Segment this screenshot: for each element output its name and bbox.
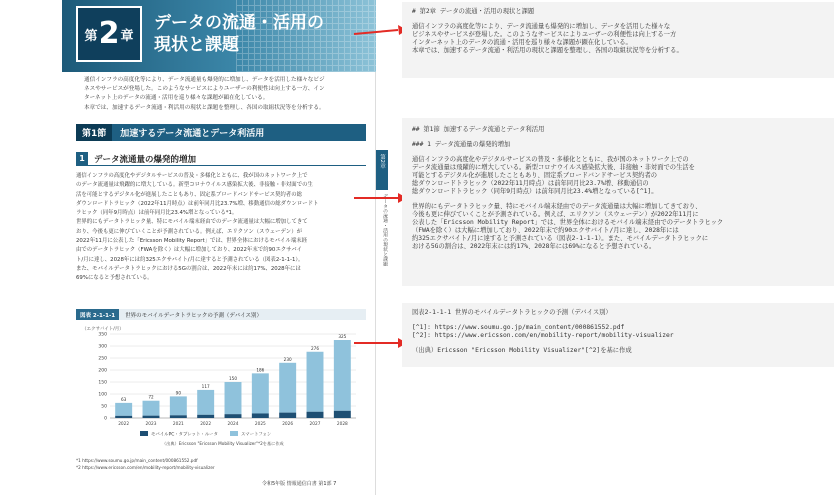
x-tick-label: 2023 [145, 422, 157, 427]
body-line: ト/月に達し、2028年には約325エクサバイト/月に達すると予測されている（図表2-1-1-1）。 [76, 256, 304, 263]
bar-pc-tablet [307, 412, 324, 418]
md-heading-chapter: # 第2章 データの流通・活用の現状と課題 [412, 8, 535, 15]
x-tick-label: 2028 [336, 422, 348, 427]
section-header [76, 124, 366, 141]
bar-pc-tablet [334, 411, 351, 418]
chapter-title-line2: 現状と課題 [154, 35, 239, 55]
data-label: 325 [338, 334, 347, 339]
intro-line: ネスやサービスが登場した。このようなサービスによりユーザーの利便性は向上する一方、イン [84, 86, 325, 93]
md-heading-section: ## 第1節 加速するデータ流通とデータ利活用 [412, 126, 545, 133]
body-line: 通信インフラの高度化やデジタルサービスの普及・多様化とともに、我が国のネットワーク上で [76, 173, 308, 179]
chapter-intro [84, 76, 370, 113]
md-line: おける5Gの割合は、2022年末には約17%、2028年には69%になると予想されている。 [412, 243, 656, 250]
data-label: 63 [120, 396, 127, 402]
bar-chart [76, 320, 366, 450]
data-label: 90 [175, 390, 182, 396]
x-tick-label: 2022 [200, 422, 212, 427]
page-footer: 令和5年版 情報通信白書 第1部 7 [262, 481, 337, 487]
bar-smartphone [197, 390, 214, 415]
legend-label: スマートフォン [241, 432, 272, 438]
subsection-number: 1 [76, 152, 88, 166]
section-title: 加速するデータ流通とデータ利活用 [120, 129, 265, 139]
md-line: （FWAを除く）は大幅に増加しており、2022年末で約90エクサバイト/月に達し、2028年には [412, 227, 679, 234]
md-line: 総ダウンロードトラヒック（同年9月時点）は前年同月比23.4%増となっている[^1]。 [412, 188, 658, 195]
bar-smartphone [143, 401, 160, 416]
chapter-number: 2 [98, 16, 120, 51]
md-footnote-ref: [^1]: https://www.soumu.go.jp/main_content/000861552.pdf [412, 324, 625, 331]
data-label: 150 [229, 376, 237, 381]
chapter-suffix: 章 [120, 28, 134, 44]
markdown-block-section [402, 118, 834, 286]
legend-label: モバイルPC・タブレット・ルータ [151, 432, 218, 438]
body-text [76, 172, 366, 284]
body-line: また、モバイルデータトラヒックにおける5Gの割合は、2022年末には約17%、2028年には [76, 265, 301, 272]
md-line: 可能とするデジタル化が進展したこともあり、固定系ブロードバンドサービス契約者の [412, 172, 658, 179]
bar-pc-tablet [115, 416, 132, 418]
x-tick-label: 2025 [254, 422, 266, 427]
figure-title: 世界のモバイルデータトラヒックの予測（デバイス別） [125, 312, 263, 319]
markdown-block-chapter [402, 2, 834, 78]
body-line: 由でのデータトラヒック（FWAを除く）は大幅に増加しており、2022年末で約90エクサバイ [76, 247, 302, 254]
intro-line: ターネット上のデータの流通・活用を巡り様々な課題が顕在化している。 [84, 95, 269, 102]
body-line: 69%になると予想されている。 [76, 275, 153, 282]
data-label: 117 [201, 383, 210, 389]
arrow-icon [352, 22, 408, 42]
chapter-banner [62, 0, 376, 72]
bar-smartphone [334, 340, 351, 411]
legend-swatch [230, 431, 238, 436]
md-figure-title: 図表2-1-1-1 世界のモバイルデータトラヒックの予測（デバイス別） [412, 309, 612, 316]
footnote-1: *1 https://www.soumu.go.jp/main_content/000861552.pdf [76, 458, 198, 463]
data-label: 230 [283, 356, 292, 362]
arrow-icon [352, 335, 408, 351]
md-line: 通信インフラの高度化等により、データ流通量も爆発的に増加し、データを活用した様々な [412, 23, 671, 30]
chapter-number-box [76, 6, 142, 62]
bar-smartphone [115, 403, 132, 416]
footnote-2: *2 https://www.ericsson.com/en/mobility-report/mobility-visualizer [76, 465, 215, 470]
markdown-block-figure [402, 303, 834, 367]
document-page [62, 0, 376, 495]
y-tick-label: 100 [98, 392, 107, 398]
figure-id: 図表 2-1-1-1 [76, 309, 119, 320]
x-tick-label: 2022 [118, 422, 130, 427]
bar-pc-tablet [225, 414, 242, 418]
md-line: インターネット上のデータの流通・活用を巡り様々な課題が顕在化している。 [412, 39, 632, 46]
bar-pc-tablet [279, 413, 296, 418]
body-line: 活を可能とするデジタル化が進展したこともあり、固定系ブロードバンドサービス契約者の総 [76, 191, 302, 198]
x-tick-label: 2027 [309, 422, 321, 427]
md-line: 公表した「Ericsson Mobility Report」では、世界全体におけるモバイル端末経由でのデータトラヒック [412, 219, 724, 226]
bar-smartphone [279, 363, 296, 413]
x-tick-label: 2021 [172, 422, 184, 427]
chart-unit-label: （エクサバイト/月） [82, 327, 124, 332]
figure-caption [76, 309, 366, 320]
bar-pc-tablet [197, 415, 214, 418]
subsection-title: データ流通量の爆発的増加 [94, 154, 197, 165]
bar-smartphone [170, 396, 187, 415]
md-line: 世界的にもデータトラヒック量、特にモバイル端末経由でのデータ流通量は大幅に増加してきており、 [412, 203, 702, 210]
intro-line: 本章では、加速するデータ流通・利活用の現状と課題を整理し、各国の取組状況等を分析する。 [84, 104, 325, 111]
y-tick-label: 0 [104, 416, 107, 422]
y-tick-label: 150 [98, 380, 107, 386]
intro-line: 通信インフラの高度化等により、データ流通量も爆発的に増加し、データを活用した様々なビジ [84, 77, 325, 83]
md-footnote-ref: [^2]: https://www.ericsson.com/en/mobility-report/mobility-visualizer [412, 332, 674, 339]
md-line: 通信インフラの高度化やデジタルサービスの普及・多様化とともに、我が国のネットワーク上での [412, 156, 689, 163]
bar-pc-tablet [170, 415, 187, 418]
body-line: ラヒック（同年9月時点）は前年同月比23.4%増となっている*1。 [76, 210, 238, 217]
y-tick-label: 250 [98, 356, 107, 362]
body-line: ダウンロードトラヒック（2022年11月時点）は前年同月比23.7%増、移動通信の総ダウンロードト [76, 200, 319, 207]
md-heading-subsection: ### 1 データ流通量の爆発的増加 [412, 141, 511, 148]
side-chapter-tab: 第2章 [376, 150, 388, 250]
md-line: ビジネスやサービスが登場した。このようなサービスによりユーザーの利便性は向上する一方 [412, 31, 677, 38]
data-label: 186 [256, 367, 265, 373]
y-tick-label: 300 [98, 344, 107, 350]
chapter-title [154, 12, 354, 56]
chapter-title-line1: データの流通・活用の [154, 13, 324, 33]
y-tick-label: 50 [101, 404, 107, 410]
bar-pc-tablet [252, 413, 269, 418]
body-line: 世界的にもデータトラヒック量、特にモバイル端末経由でのデータ流通量は大幅に増加してきて [76, 219, 308, 226]
legend-swatch [140, 431, 148, 436]
md-line: 総ダウンロードトラヒック（2022年11月時点）は前年同月比23.7%増、移動通信の [412, 180, 649, 187]
md-line: データ流通量は飛躍的に増大している。新型コロナウイルス感染拡大後、非接触・非対面での生活を [412, 164, 695, 171]
body-line: 2022年11月に公表した「Ericsson Mobility Report」では、世界全体におけるモバイル端末経 [76, 238, 308, 245]
bar-pc-tablet [143, 416, 160, 418]
y-tick-label: 350 [98, 332, 107, 338]
body-line: おり、今後も更に伸びていくことが予測されている。例えば、エリクソン（スウェーデン）が [76, 228, 302, 235]
bar-smartphone [307, 352, 324, 412]
x-tick-label: 2026 [282, 422, 294, 427]
section-label: 第1節 [76, 124, 112, 141]
md-line: 今後も更に伸びていくことが予測されている。例えば、エリクソン（スウェーデン）が2022年11月に [412, 211, 699, 218]
chart-container [76, 320, 366, 450]
md-source: （出典）Ericsson "Ericsson Mobility Visualizer"[^2]を基に作成 [412, 347, 632, 354]
subsection-header [76, 152, 366, 166]
md-line: 本章では、加速するデータ流通・利活用の現状と課題を整理し、各国の取組状況等を分析する。 [412, 47, 683, 54]
chart-source: （出典）Ericsson "Ericsson Mobility Visualizer"*2を基に作成 [162, 441, 284, 446]
bar-smartphone [225, 382, 242, 414]
x-tick-label: 2024 [227, 422, 239, 427]
md-line: 約325エクサバイト/月に達すると予測されている（図表2-1-1-1）。また、モバイルデータトラヒックに [412, 235, 709, 242]
data-label: 276 [311, 345, 319, 351]
side-chapter-text: データの流通・活用の現状と課題 [376, 190, 388, 280]
data-label: 72 [148, 394, 154, 400]
chapter-prefix: 第 [84, 28, 98, 44]
body-line: のデータ流通量は飛躍的に増大している。新型コロナウイルス感染拡大後、非接触・非対面での生 [76, 182, 313, 189]
y-tick-label: 200 [98, 368, 107, 374]
bar-smartphone [252, 373, 269, 413]
arrow-icon [352, 190, 408, 206]
